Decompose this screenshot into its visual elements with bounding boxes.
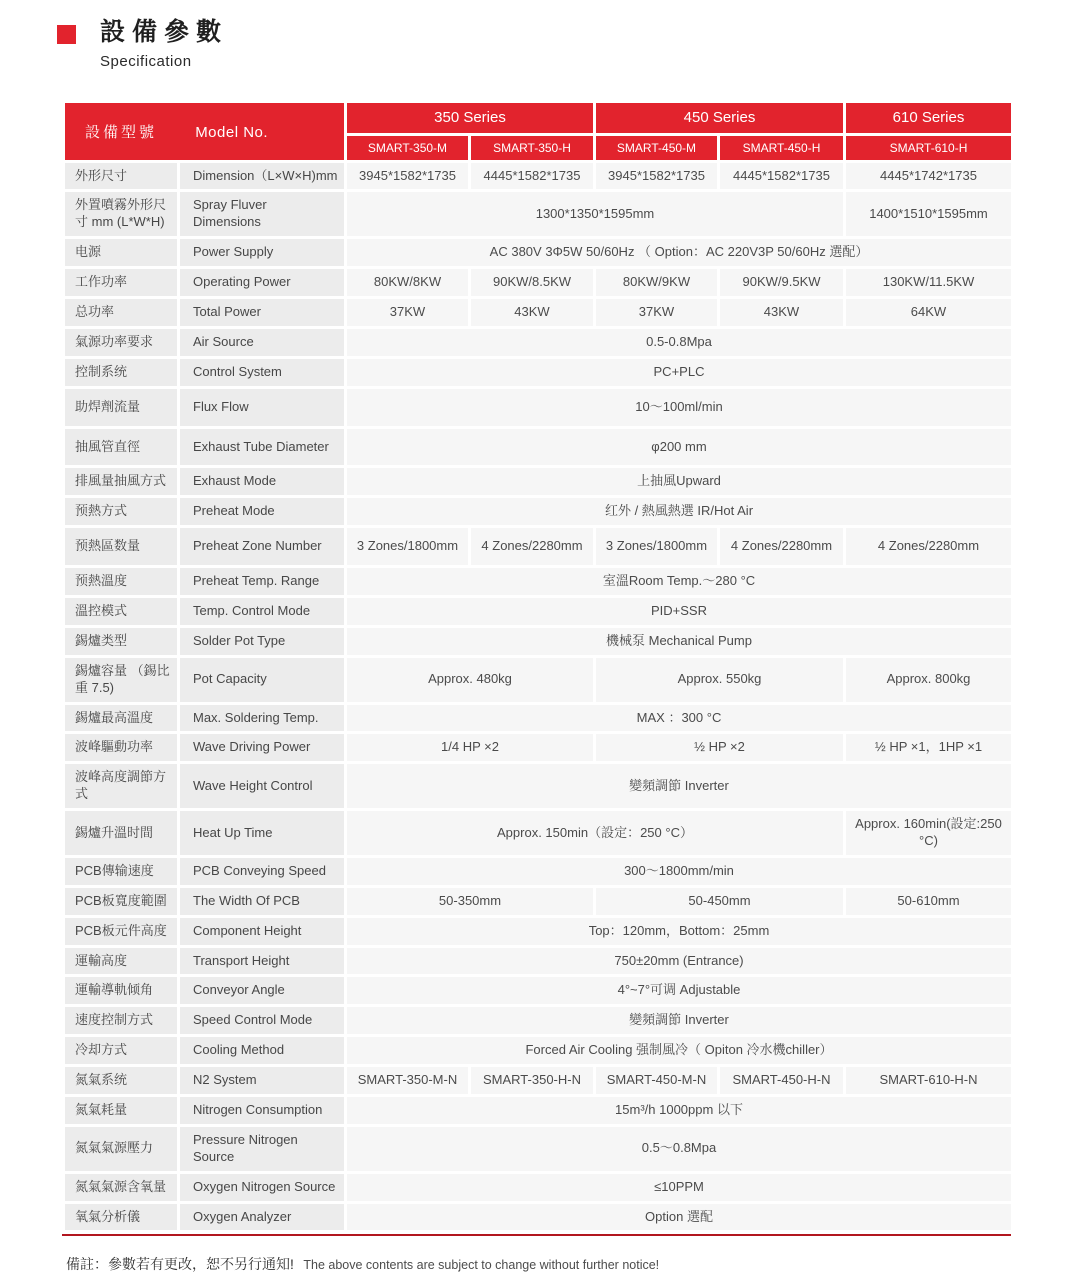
spec-value: 3 Zones/1800mm xyxy=(596,528,717,565)
table-row xyxy=(65,389,1011,426)
spec-value: 1300*1350*1595mm xyxy=(347,192,843,236)
row-label-zh: 氮氣氣源含氧量 xyxy=(65,1174,177,1201)
row-label-en: Preheat Zone Number xyxy=(180,528,344,565)
footer-note xyxy=(66,1254,1080,1274)
row-label-en: Dimension（L×W×H)mm xyxy=(180,163,344,190)
spec-value: 50-450mm xyxy=(596,888,843,915)
row-label-en: Pot Capacity xyxy=(180,658,344,702)
table-row xyxy=(65,918,1011,945)
table-row xyxy=(65,1097,1011,1124)
row-label-en: Exhaust Mode xyxy=(180,468,344,495)
table-row xyxy=(65,269,1011,296)
spec-value: 4445*1742*1735 xyxy=(846,163,1011,190)
specification-table-wrap xyxy=(62,100,1011,1237)
table-row xyxy=(65,1174,1011,1201)
row-label-en: Flux Flow xyxy=(180,389,344,426)
table-row xyxy=(65,598,1011,625)
row-label-zh: 氮氣氣源壓力 xyxy=(65,1127,177,1171)
spec-value: 300～1800mm/min xyxy=(347,858,1011,885)
spec-value: Approx. 550kg xyxy=(596,658,843,702)
specification-table xyxy=(62,100,1014,1234)
spec-value: Top：120mm，Bottom：25mm xyxy=(347,918,1011,945)
spec-value: 15m³/h 1000ppm 以下 xyxy=(347,1097,1011,1124)
spec-value: PID+SSR xyxy=(347,598,1011,625)
table-row xyxy=(65,628,1011,655)
row-label-zh: 冷却方式 xyxy=(65,1037,177,1064)
spec-value: 變頻調節 Inverter xyxy=(347,1007,1011,1034)
row-label-en: Control System xyxy=(180,359,344,386)
table-row xyxy=(65,498,1011,525)
row-label-en: Conveyor Angle xyxy=(180,977,344,1004)
table-row xyxy=(65,1204,1011,1231)
series-350-header: 350 Series xyxy=(347,103,593,133)
table-row xyxy=(65,468,1011,495)
footer-note-en: The above contents are subject to change without further notice! xyxy=(303,1258,660,1273)
row-label-zh: 排風量抽風方式 xyxy=(65,468,177,495)
row-label-zh: 氣源功率要求 xyxy=(65,329,177,356)
row-label-en: Power Supply xyxy=(180,239,344,266)
spec-value: Approx. 150min（設定：250 °C） xyxy=(347,811,843,855)
spec-value: 0.5-0.8Mpa xyxy=(347,329,1011,356)
table-row xyxy=(65,1067,1011,1094)
table-row xyxy=(65,658,1011,702)
table-row xyxy=(65,329,1011,356)
row-label-zh: 预熱溫度 xyxy=(65,568,177,595)
table-row xyxy=(65,888,1011,915)
spec-value: 750±20mm (Entrance) xyxy=(347,948,1011,975)
spec-value: SMART-350-M-N xyxy=(347,1067,468,1094)
spec-value: ½ HP ×2 xyxy=(596,734,843,761)
row-label-en: PCB Conveying Speed xyxy=(180,858,344,885)
row-label-en: Solder Pot Type xyxy=(180,628,344,655)
row-label-zh: PCB傳输速度 xyxy=(65,858,177,885)
row-label-zh: 速度控制方式 xyxy=(65,1007,177,1034)
row-label-en: Spray Fluver Dimensions xyxy=(180,192,344,236)
spec-value: φ200 mm xyxy=(347,429,1011,466)
row-label-en: Wave Height Control xyxy=(180,764,344,808)
table-row xyxy=(65,705,1011,732)
spec-value: 1/4 HP ×2 xyxy=(347,734,593,761)
table-row xyxy=(65,764,1011,808)
series-610-header: 610 Series xyxy=(846,103,1011,133)
spec-value: SMART-450-H-N xyxy=(720,1067,843,1094)
row-label-en: The Width Of PCB xyxy=(180,888,344,915)
row-label-zh: 总功率 xyxy=(65,299,177,326)
spec-value: 3945*1582*1735 xyxy=(347,163,468,190)
table-row xyxy=(65,948,1011,975)
model-name: SMART-450-M xyxy=(596,136,717,160)
row-label-en: Preheat Mode xyxy=(180,498,344,525)
spec-value: Approx. 160min(設定:250 °C) xyxy=(846,811,1011,855)
row-label-en: Air Source xyxy=(180,329,344,356)
spec-value: 3 Zones/1800mm xyxy=(347,528,468,565)
row-label-en: Exhaust Tube Diameter xyxy=(180,429,344,466)
row-label-zh: 氮氣系统 xyxy=(65,1067,177,1094)
row-label-zh: 波峰高度調節方式 xyxy=(65,764,177,808)
spec-value: 43KW xyxy=(471,299,593,326)
table-row xyxy=(65,568,1011,595)
table-row xyxy=(65,429,1011,466)
table-row xyxy=(65,163,1011,190)
row-label-en: Heat Up Time xyxy=(180,811,344,855)
table-row xyxy=(65,239,1011,266)
row-label-zh: 预熱區数量 xyxy=(65,528,177,565)
spec-value: 機械泵 Mechanical Pump xyxy=(347,628,1011,655)
row-label-en: Transport Height xyxy=(180,948,344,975)
row-label-zh: 運輸高度 xyxy=(65,948,177,975)
page-title: 設備參數 xyxy=(100,18,229,46)
row-label-en: Oxygen Nitrogen Source xyxy=(180,1174,344,1201)
table-row xyxy=(65,734,1011,761)
row-label-en: Oxygen Analyzer xyxy=(180,1204,344,1231)
model-no-header xyxy=(65,103,344,160)
spec-value: Approx. 480kg xyxy=(347,658,593,702)
spec-value: 37KW xyxy=(596,299,717,326)
spec-value: 4445*1582*1735 xyxy=(720,163,843,190)
spec-value: 4445*1582*1735 xyxy=(471,163,593,190)
spec-value: 4 Zones/2280mm xyxy=(846,528,1011,565)
table-row xyxy=(65,1127,1011,1171)
spec-value: 4 Zones/2280mm xyxy=(471,528,593,565)
table-row xyxy=(65,192,1011,236)
spec-value: 43KW xyxy=(720,299,843,326)
spec-value: 37KW xyxy=(347,299,468,326)
spec-value: ≤10PPM xyxy=(347,1174,1011,1201)
table-row xyxy=(65,811,1011,855)
row-label-en: Operating Power xyxy=(180,269,344,296)
row-label-zh: 外形尺寸 xyxy=(65,163,177,190)
row-label-zh: 抽風管直徑 xyxy=(65,429,177,466)
row-label-en: Component Height xyxy=(180,918,344,945)
row-label-zh: 錫爐升溫时間 xyxy=(65,811,177,855)
row-label-zh: 溫控模式 xyxy=(65,598,177,625)
model-no-header-en: Model No. xyxy=(195,123,269,141)
spec-value: MAX ：300 °C xyxy=(347,705,1011,732)
spec-value: 90KW/8.5KW xyxy=(471,269,593,296)
row-label-zh: 控制系统 xyxy=(65,359,177,386)
spec-value: SMART-350-H-N xyxy=(471,1067,593,1094)
spec-value: 红外 / 熱風熱選 IR/Hot Air xyxy=(347,498,1011,525)
row-label-zh: PCB板寬度範圍 xyxy=(65,888,177,915)
row-label-zh: 氮氣耗量 xyxy=(65,1097,177,1124)
spec-value: 0.5～0.8Mpa xyxy=(347,1127,1011,1171)
spec-value: 64KW xyxy=(846,299,1011,326)
table-row xyxy=(65,858,1011,885)
spec-value: 10～100ml/min xyxy=(347,389,1011,426)
spec-value: 50-350mm xyxy=(347,888,593,915)
model-name: SMART-610-H xyxy=(846,136,1011,160)
spec-value: Approx. 800kg xyxy=(846,658,1011,702)
spec-value: 80KW/8KW xyxy=(347,269,468,296)
table-row xyxy=(65,977,1011,1004)
spec-value: Forced Air Cooling 强制風冷（ Opiton 冷水機chiller） xyxy=(347,1037,1011,1064)
row-label-zh: 预熱方式 xyxy=(65,498,177,525)
spec-value: PC+PLC xyxy=(347,359,1011,386)
row-label-en: Pressure Nitrogen Source xyxy=(180,1127,344,1171)
row-label-en: Nitrogen Consumption xyxy=(180,1097,344,1124)
spec-value: 變頻調節 Inverter xyxy=(347,764,1011,808)
spec-value: 90KW/9.5KW xyxy=(720,269,843,296)
table-row xyxy=(65,1037,1011,1064)
row-label-en: Preheat Temp. Range xyxy=(180,568,344,595)
row-label-zh: PCB板元件高度 xyxy=(65,918,177,945)
row-label-zh: 电源 xyxy=(65,239,177,266)
model-no-header-zh: 設備型號 xyxy=(85,123,158,141)
table-row xyxy=(65,528,1011,565)
row-label-zh: 錫爐最高溫度 xyxy=(65,705,177,732)
page-subtitle: Specification xyxy=(100,52,192,70)
spec-value: SMART-610-H-N xyxy=(846,1067,1011,1094)
row-label-en: N2 System xyxy=(180,1067,344,1094)
red-square-bullet-icon xyxy=(57,25,76,44)
spec-value: 上抽風Upward xyxy=(347,468,1011,495)
model-name: SMART-350-M xyxy=(347,136,468,160)
row-label-en: Total Power xyxy=(180,299,344,326)
row-label-zh: 助焊劑流量 xyxy=(65,389,177,426)
row-label-zh: 外置噴霧外形尺寸 mm (L*W*H) xyxy=(65,192,177,236)
table-row xyxy=(65,1007,1011,1034)
spec-value: AC 380V 3Φ5W 50/60Hz （ Option：AC 220V3P 50/60Hz 選配） xyxy=(347,239,1011,266)
row-label-zh: 運輸導軌倾角 xyxy=(65,977,177,1004)
footer-note-zh: 備註：參數若有更改，恕不另行通知! xyxy=(66,1256,294,1273)
row-label-zh: 工作功率 xyxy=(65,269,177,296)
spec-value: 4°~7°可调 Adjustable xyxy=(347,977,1011,1004)
spec-value: Option 選配 xyxy=(347,1204,1011,1231)
spec-value: SMART-450-M-N xyxy=(596,1067,717,1094)
row-label-zh: 氧氣分析儀 xyxy=(65,1204,177,1231)
spec-value: 80KW/9KW xyxy=(596,269,717,296)
table-row xyxy=(65,359,1011,386)
row-label-zh: 錫爐容量 （錫比重 7.5) xyxy=(65,658,177,702)
row-label-zh: 波峰驅動功率 xyxy=(65,734,177,761)
series-450-header: 450 Series xyxy=(596,103,843,133)
row-label-zh: 錫爐类型 xyxy=(65,628,177,655)
row-label-en: Temp. Control Mode xyxy=(180,598,344,625)
model-name: SMART-450-H xyxy=(720,136,843,160)
row-label-en: Wave Driving Power xyxy=(180,734,344,761)
spec-value: 130KW/11.5KW xyxy=(846,269,1011,296)
spec-value: 50-610mm xyxy=(846,888,1011,915)
model-name: SMART-350-H xyxy=(471,136,593,160)
spec-value: 室溫Room Temp.～280 °C xyxy=(347,568,1011,595)
spec-value: ½ HP ×1，1HP ×1 xyxy=(846,734,1011,761)
page-title-block xyxy=(57,16,1080,70)
row-label-en: Max. Soldering Temp. xyxy=(180,705,344,732)
spec-value: 1400*1510*1595mm xyxy=(846,192,1011,236)
spec-value: 4 Zones/2280mm xyxy=(720,528,843,565)
row-label-en: Speed Control Mode xyxy=(180,1007,344,1034)
row-label-en: Cooling Method xyxy=(180,1037,344,1064)
table-row xyxy=(65,299,1011,326)
spec-value: 3945*1582*1735 xyxy=(596,163,717,190)
